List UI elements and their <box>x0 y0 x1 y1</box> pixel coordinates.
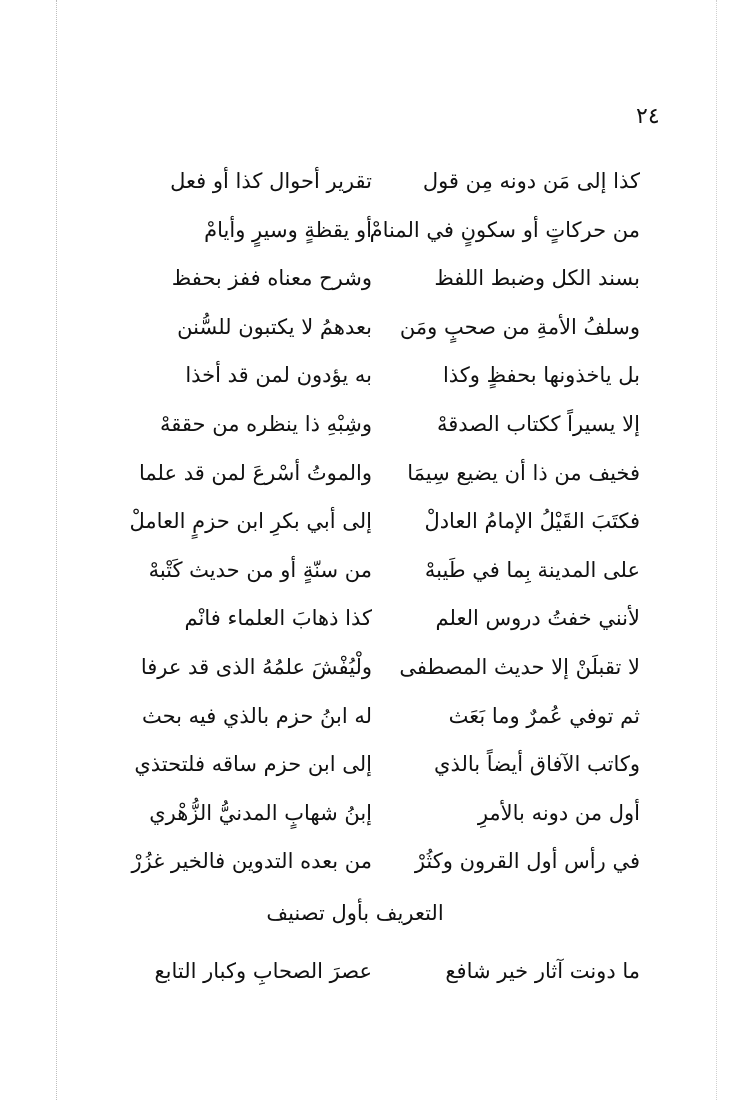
verse-line <box>134 743 640 792</box>
verse-second-hemistich: من سنّةٍ أو من حديث كَتْبهْ <box>148 557 372 582</box>
verse-first-hemistich: على المدينة بِما في طَيبهْ <box>424 557 640 582</box>
verse-line <box>140 403 640 452</box>
verse-line <box>140 597 640 646</box>
page-number: ٢٤ <box>636 104 660 129</box>
verse-second-hemistich: وشِبْهِ ذا ينظره من حققهْ <box>160 411 372 436</box>
verse-line <box>140 950 640 990</box>
verse-second-hemistich: له ابنُ حزم بالذي فيه بحث <box>141 703 372 728</box>
verse-line <box>140 695 640 744</box>
verse-second-hemistich: وشرح معناه ففز بحفظ <box>171 266 372 291</box>
verse-first-hemistich: لا تقبلَنْ إلا حديث المصطفى <box>399 654 640 679</box>
verse-first-hemistich: وكاتب الآفاق أيضاً بالذي <box>434 752 640 777</box>
verse-second-hemistich: إلى أبي بكرِ ابن حزمٍ العاملْ <box>129 509 372 534</box>
verse-second-hemistich: إلى ابن حزم ساقه فلتحتذي <box>134 752 372 777</box>
verse-first-hemistich: من حركاتٍ أو سكونٍ في المنامْ <box>369 217 640 242</box>
verse-line <box>140 306 640 355</box>
verse-second-hemistich: والموتُ أسْرعَ لمن قد علما <box>139 460 372 485</box>
verse-first-hemistich: بل ياخذونها بحفظٍ وكذا <box>442 363 640 388</box>
verse-second-hemistich: إبنُ شهابٍ المدنيُّ الزُّهْري <box>149 800 372 825</box>
verse-line <box>131 840 640 889</box>
verse-first-hemistich: لأنني خفتُ دروس العلم <box>435 606 640 631</box>
poem-verses <box>129 160 640 889</box>
verse-second-hemistich: من بعده التدوين فالخير غزُرْ <box>131 849 372 874</box>
verse-first-hemistich: ثم توفي عُمرٌ وما بَعَث <box>448 703 640 728</box>
verse-first-hemistich: في رأس أول القرون وكثُرْ <box>414 849 640 874</box>
right-margin-rule <box>716 0 717 1100</box>
verse-first-hemistich: فكتَبَ القَيْلُ الإمامُ العادلْ <box>424 509 640 534</box>
verse-line <box>140 160 640 209</box>
verse-line <box>140 452 640 501</box>
verse-first-hemistich: فخيف من ذا أن يضيع سِيمَا <box>407 460 640 485</box>
verse-second-hemistich: به يؤدون لمن قد أخذا <box>185 363 372 388</box>
verse-line <box>129 500 640 549</box>
verse-first-hemistich: وسلفُ الأمةِ من صحبٍ ومَن <box>399 314 640 339</box>
verse-line <box>140 209 640 258</box>
verse-line <box>140 646 640 695</box>
verse-first-hemistich: بسند الكل وضبط اللفظ <box>434 266 640 291</box>
verse-line <box>140 354 640 403</box>
verse-first-hemistich: كذا إلى مَن دونه مِن قول <box>422 169 640 193</box>
verse-first-hemistich: أول من دونه بالأمرِ <box>477 800 640 825</box>
verse-second-hemistich: كذا ذهابَ العلماء فانْم <box>184 606 372 631</box>
verse-second-hemistich: أو يقظةٍ وسيرٍ وأيامْ <box>204 217 372 242</box>
section-heading: التعريف بأول تصنيف <box>266 901 444 925</box>
verse-line <box>140 792 640 841</box>
verse-second-hemistich: عصرَ الصحابِ وكبار التابع <box>154 959 372 983</box>
left-margin-rule <box>56 0 57 1100</box>
verse-second-hemistich: بعدهمُ لا يكتبون للسُّنن <box>177 314 372 339</box>
verse-first-hemistich: ما دونت آثار خير شافع <box>445 959 640 983</box>
verse-line <box>140 257 640 306</box>
verse-line <box>140 549 640 598</box>
verse-first-hemistich: إلا يسيراً ككتاب الصدقهْ <box>436 411 640 436</box>
verse-second-hemistich: ولْيُفْشَ علمُهُ الذى قد عرفا <box>140 654 372 679</box>
verse-second-hemistich: تقرير أحوال كذا أو فعل <box>170 169 372 193</box>
